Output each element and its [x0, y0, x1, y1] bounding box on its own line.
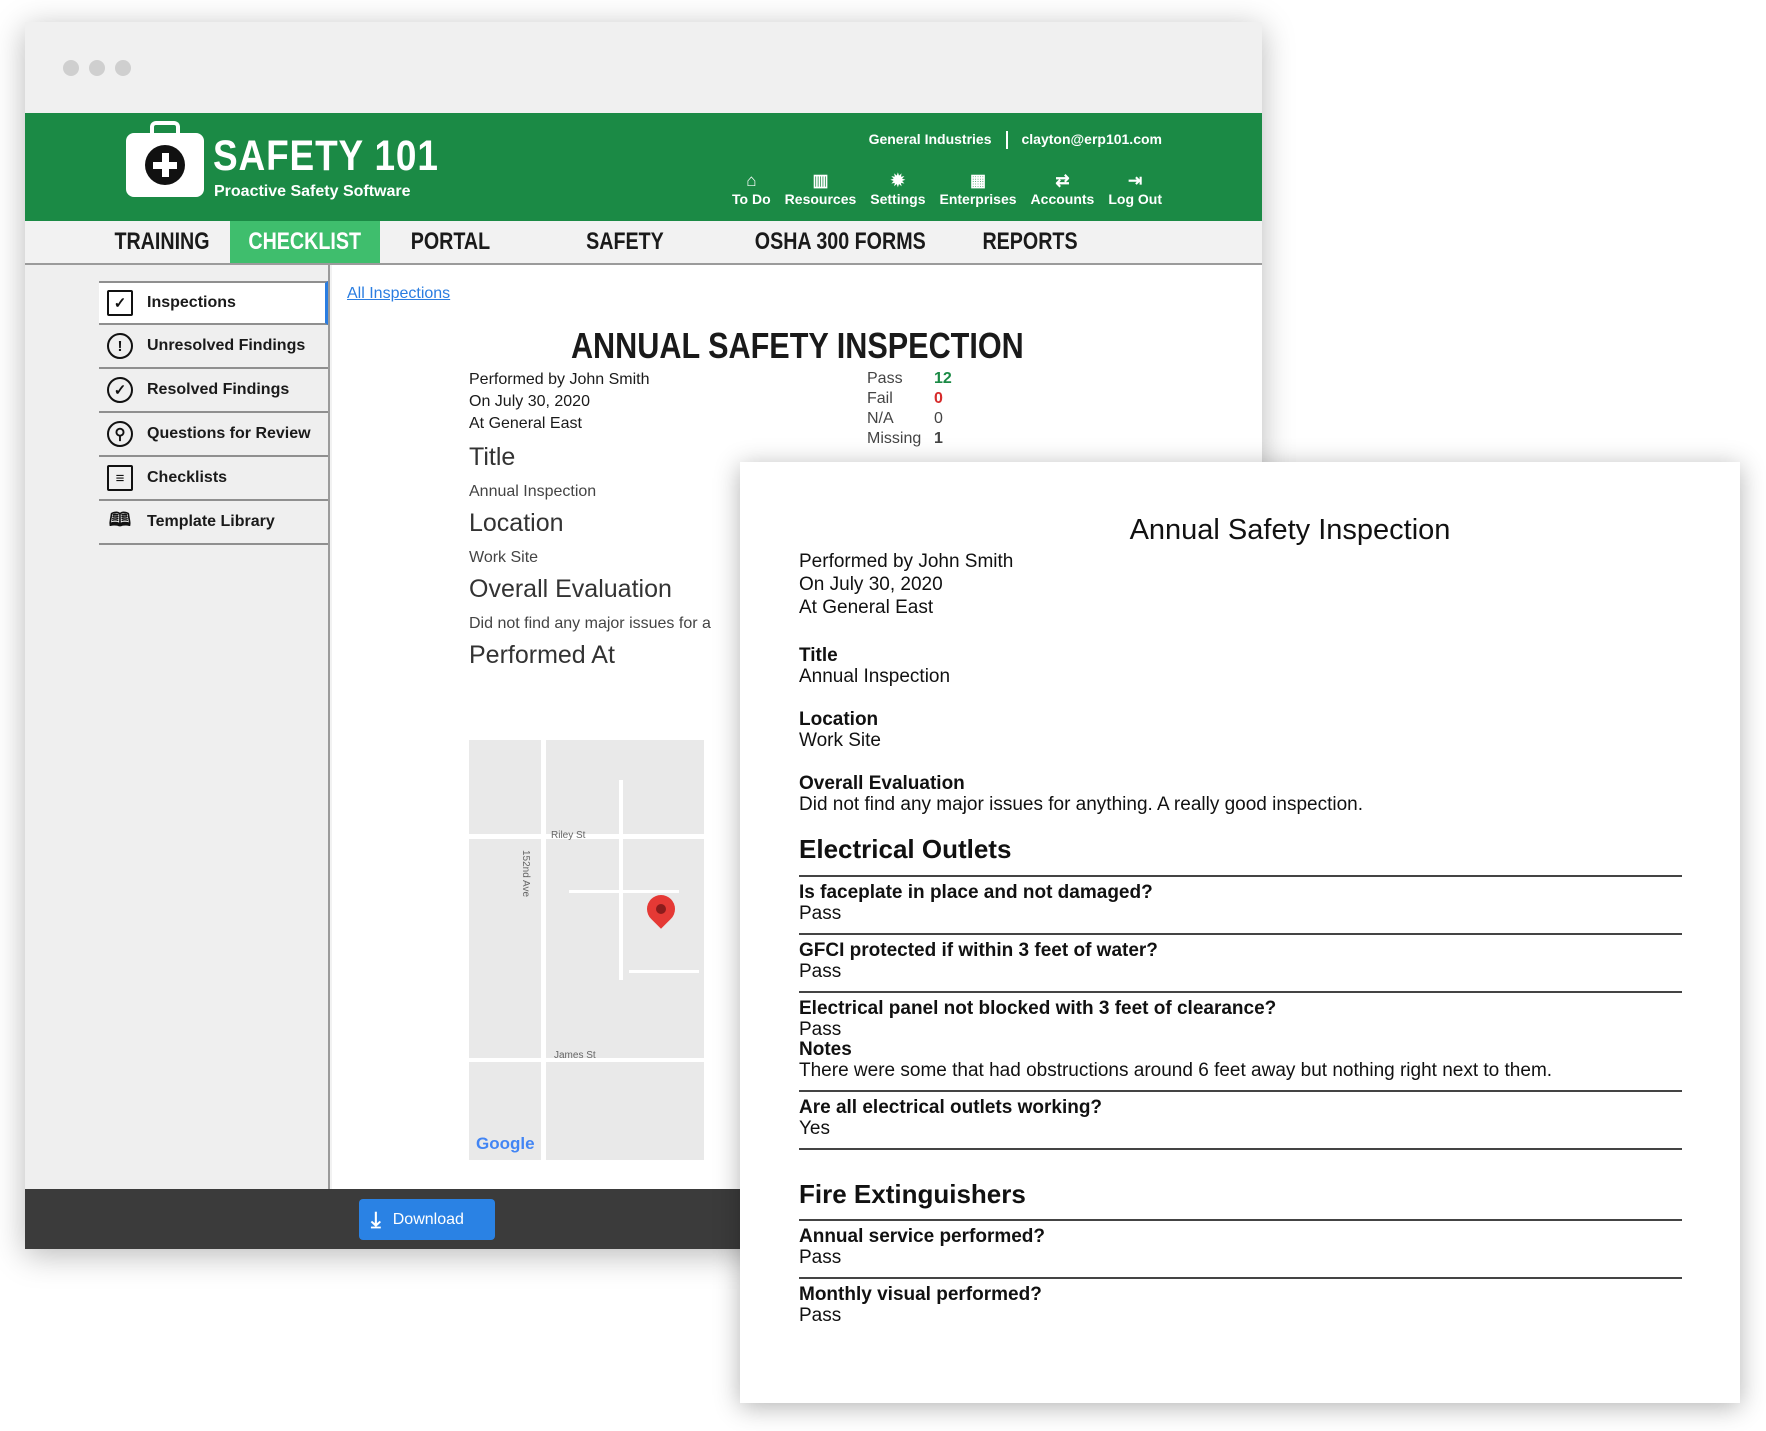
sidebar-item-label: Unresolved Findings: [147, 337, 306, 354]
performed-by: Performed by John Smith: [469, 371, 650, 388]
map-road: [469, 834, 704, 839]
nav-label: Log Out: [1108, 191, 1162, 207]
logout-icon: ⇥: [1128, 171, 1143, 190]
pdf-title-label: Title: [799, 645, 838, 666]
pdf-meta: [799, 550, 1013, 619]
divider: [799, 1277, 1682, 1279]
map-pin-icon[interactable]: [641, 889, 681, 929]
top-nav: [732, 171, 1162, 207]
nav-logout[interactable]: [1108, 171, 1162, 207]
pdf-date: On July 30, 2020: [799, 574, 943, 595]
nav-settings[interactable]: [870, 171, 925, 207]
nav-enterprises[interactable]: [940, 171, 1017, 207]
pdf-question: GFCI protected if within 3 feet of water?: [799, 940, 1158, 961]
result-stats: [867, 369, 952, 449]
company-name[interactable]: General Industries: [868, 131, 992, 147]
pdf-notes: There were some that had obstructions around 6 feet away but nothing right next to them.: [799, 1060, 1553, 1081]
missing-count: 1: [934, 430, 943, 447]
street-label: James St: [554, 1050, 596, 1061]
first-aid-kit-logo-icon: [126, 133, 204, 197]
title-heading: Title: [469, 443, 516, 471]
checklist-icon: ≡: [107, 465, 133, 491]
brand-tagline: Proactive Safety Software: [214, 183, 411, 200]
nav-label: Accounts: [1030, 191, 1095, 207]
divider: [799, 875, 1682, 877]
divider: [1006, 131, 1008, 149]
pdf-section-heading: Fire Extinguishers: [799, 1179, 1026, 1209]
user-email[interactable]: clayton@erp101.com: [1021, 131, 1162, 147]
nav-accounts[interactable]: [1031, 171, 1095, 207]
stat-na: N/A 0: [867, 410, 943, 427]
tab-checklist[interactable]: CHECKLIST: [230, 221, 380, 263]
sidebar-item-template-library[interactable]: [99, 501, 328, 545]
inspection-meta: [469, 369, 650, 435]
sidebar-item-inspections[interactable]: [99, 281, 328, 325]
clipboard-check-icon: ✓: [107, 290, 133, 316]
pdf-question: Annual service performed?: [799, 1226, 1046, 1247]
pdf-title-value: Annual Inspection: [799, 666, 951, 687]
divider: [799, 1219, 1682, 1221]
pdf-performed-by: Performed by John Smith: [799, 551, 1014, 572]
sidebar: [25, 265, 330, 1189]
exclamation-circle-icon: !: [107, 333, 133, 359]
pdf-question: Monthly visual performed?: [799, 1284, 1042, 1305]
street-label: 152nd Ave: [520, 850, 531, 898]
map-road: [569, 890, 679, 893]
window-minimize-dot[interactable]: [89, 60, 105, 76]
tab-training[interactable]: TRAINING: [114, 228, 210, 255]
nav-label: Settings: [870, 191, 926, 207]
nav-label: Resources: [784, 191, 857, 207]
map-road: [619, 780, 623, 980]
pdf-question: Electrical panel not blocked with 3 feet of clearance?: [799, 998, 1277, 1019]
location-map[interactable]: [469, 740, 704, 1160]
title-value: Annual Inspection: [469, 483, 597, 500]
nav-label: To Do: [732, 191, 771, 207]
pdf-answer: Pass: [799, 1247, 842, 1268]
pdf-answer: Pass: [799, 1305, 842, 1326]
sidebar-item-unresolved-findings[interactable]: [99, 325, 328, 369]
sidebar-item-questions-for-review[interactable]: [99, 413, 328, 457]
gear-icon: ✹: [890, 171, 905, 190]
inspection-site: At General East: [469, 415, 582, 432]
sidebar-item-checklists[interactable]: [99, 457, 328, 501]
nav-label: Enterprises: [939, 191, 1017, 207]
na-count: 0: [934, 410, 943, 427]
pdf-location-label: Location: [799, 709, 879, 730]
app-header: [25, 113, 1262, 221]
pdf-evaluation-value: Did not find any major issues for anything. A really good inspection.: [799, 794, 1363, 815]
swap-arrows-icon: ⇄: [1055, 171, 1070, 190]
fail-count: 0: [934, 390, 943, 407]
brand-name: SAFETY 101: [213, 132, 439, 180]
window-titlebar: [25, 22, 1262, 113]
stat-missing: Missing 1: [867, 430, 943, 447]
page-title: ANNUAL SAFETY INSPECTION: [570, 325, 1024, 366]
sidebar-item-label: Checklists: [147, 469, 228, 486]
check-circle-icon: ✓: [107, 377, 133, 403]
location-heading: Location: [469, 509, 564, 537]
main-tabs: [25, 221, 1262, 265]
download-label: Download: [392, 1210, 464, 1228]
evaluation-heading: Overall Evaluation: [469, 575, 672, 603]
sidebar-item-label: Template Library: [147, 513, 275, 530]
pdf-question: Are all electrical outlets working?: [799, 1097, 1103, 1118]
pdf-title: Annual Safety Inspection: [1129, 514, 1451, 546]
divider: [799, 1090, 1682, 1092]
tab-reports[interactable]: REPORTS: [982, 228, 1078, 255]
account-info: [869, 131, 1162, 149]
pdf-location-value: Work Site: [799, 730, 882, 751]
divider: [799, 933, 1682, 935]
pdf-answer: Yes: [799, 1118, 830, 1139]
stat-fail: Fail 0: [867, 390, 943, 407]
pass-count: 12: [934, 370, 952, 387]
sidebar-list: [99, 281, 328, 545]
pdf-evaluation-label: Overall Evaluation: [799, 773, 965, 794]
performed-at-heading: Performed At: [469, 641, 615, 669]
pdf-answer: Pass: [799, 961, 842, 982]
stat-pass: Pass 12: [867, 370, 952, 387]
window-close-dot[interactable]: [63, 60, 79, 76]
pdf-report-preview: [740, 462, 1740, 1403]
map-road: [629, 970, 699, 973]
evaluation-value: Did not find any major issues for a: [469, 615, 711, 632]
open-book-icon: 🕮: [108, 510, 132, 531]
google-logo: Google: [476, 1134, 535, 1153]
tab-osha-300-forms[interactable]: OSHA 300 FORMS: [754, 228, 926, 255]
street-label: Riley St: [551, 830, 586, 841]
divider: [799, 1148, 1682, 1150]
pdf-site: At General East: [799, 597, 934, 618]
book-icon: ▥: [812, 171, 829, 190]
home-icon: ⌂: [746, 171, 757, 190]
divider: [799, 991, 1682, 993]
nav-todo[interactable]: [732, 171, 771, 207]
inspection-date: On July 30, 2020: [469, 393, 590, 410]
sidebar-item-label: Resolved Findings: [147, 381, 290, 398]
location-value: Work Site: [469, 549, 539, 566]
sidebar-item-resolved-findings[interactable]: [99, 369, 328, 413]
pdf-section-heading: Electrical Outlets: [799, 834, 1012, 864]
pdf-answer: Pass: [799, 903, 842, 924]
download-icon: ⤓: [371, 1206, 381, 1232]
tab-safety-manager[interactable]: SAFETY: [586, 228, 664, 255]
sidebar-item-label: Questions for Review: [147, 425, 311, 442]
download-button[interactable]: [359, 1199, 495, 1240]
pdf-answer: Pass: [799, 1019, 842, 1040]
map-road: [541, 740, 546, 1160]
nav-resources[interactable]: [785, 171, 857, 207]
magnifier-icon: ⚲: [107, 421, 133, 447]
tab-portal[interactable]: PORTAL: [410, 228, 490, 255]
pdf-question: Is faceplate in place and not damaged?: [799, 882, 1153, 903]
window-maximize-dot[interactable]: [115, 60, 131, 76]
building-icon: ▦: [969, 171, 987, 190]
pdf-notes-label: Notes: [799, 1039, 852, 1060]
sidebar-item-label: Inspections: [147, 294, 236, 311]
all-inspections-link[interactable]: All Inspections: [347, 285, 451, 302]
